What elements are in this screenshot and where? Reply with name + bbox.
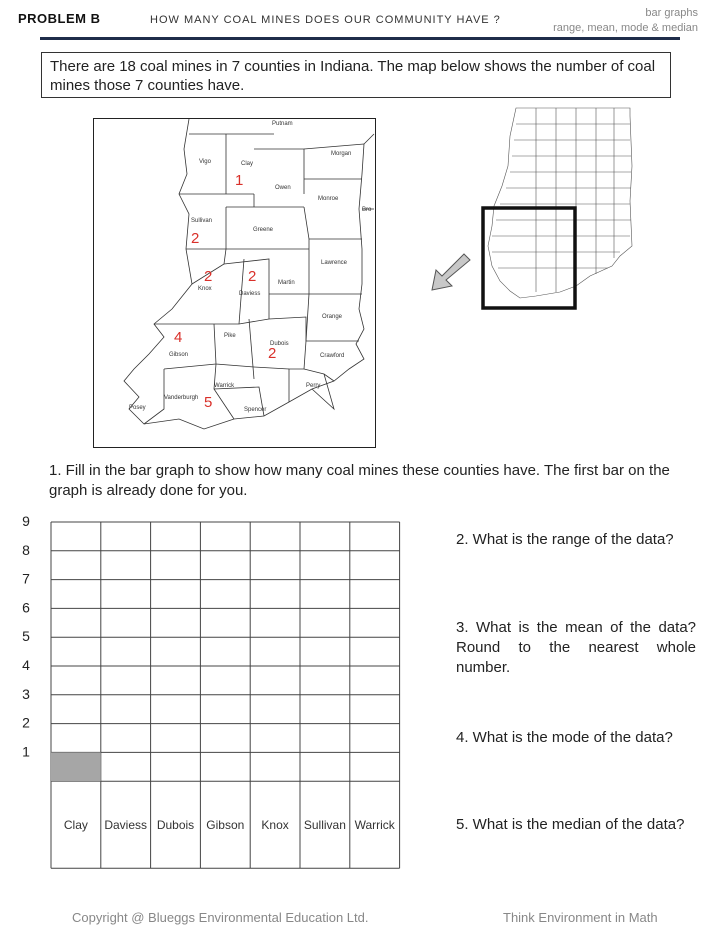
- mine-count-daviess: 2: [248, 268, 257, 285]
- y-tick-label: 3: [22, 685, 30, 702]
- county-label-knox: Knox: [198, 286, 212, 292]
- pointer-arrow-icon: [428, 250, 472, 294]
- header-divider: [40, 37, 680, 40]
- category-label-gibson: Gibson: [206, 818, 245, 833]
- question-2-text: 2. What is the range of the data?: [456, 531, 674, 548]
- category-label-warrick: Warrick: [354, 818, 395, 833]
- problem-label: PROBLEM B: [18, 11, 101, 26]
- y-tick-label: 9: [22, 513, 30, 529]
- mine-count-clay: 1: [235, 172, 244, 189]
- category-label-daviess: Daviess: [104, 818, 148, 833]
- county-label-clay: Clay: [241, 161, 254, 167]
- county-label-monroe: Monroe: [318, 196, 339, 202]
- category-label-sullivan: Sullivan: [303, 818, 346, 833]
- y-tick-label: 5: [22, 628, 30, 645]
- indiana-inset-map: [480, 106, 640, 316]
- county-label-martin: Martin: [278, 280, 295, 286]
- chart-category-labels: [64, 818, 396, 832]
- category-label-knox: Knox: [261, 818, 289, 833]
- coal-mines-bar-graph[interactable]: [0, 510, 440, 880]
- county-label-bro: Bro: [362, 207, 372, 213]
- mine-count-knox: 2: [204, 268, 213, 285]
- category-label-dubois: Dubois: [156, 818, 195, 833]
- county-label-warrick: Warrick: [214, 383, 235, 389]
- county-label-perry: Perry: [306, 383, 321, 389]
- county-map-svg: [94, 119, 375, 447]
- mine-count-dubois: 2: [268, 345, 277, 362]
- chart-y-tick-labels: [22, 513, 30, 759]
- category-label-clay: Clay: [63, 818, 88, 833]
- county-label-putnam: Putnam: [272, 121, 293, 127]
- y-tick-label: 2: [22, 714, 30, 731]
- topic-tag-2: range, mean, mode & median: [553, 22, 698, 34]
- county-label-greene: Greene: [253, 227, 274, 233]
- county-label-pike: Pike: [224, 333, 236, 339]
- county-label-posey: Posey: [129, 405, 146, 411]
- county-label-owen: Owen: [275, 185, 291, 191]
- bar-clay: [51, 752, 101, 781]
- question-3-text: 3. What is the mean of the data? Round to the nearest whole number.: [456, 619, 696, 676]
- question-5-text: 5. What is the median of the data?: [456, 816, 685, 833]
- mine-count-gibson: 4: [174, 329, 183, 346]
- county-label-orange: Orange: [322, 314, 343, 320]
- question-4-text: 4. What is the mode of the data?: [456, 729, 673, 746]
- county-label-lawrence: Lawrence: [321, 260, 348, 266]
- footer-copyright: Copyright @ Blueggs Environmental Education Ltd.: [72, 910, 369, 925]
- question-1-text: 1. Fill in the bar graph to show how many coal mines these counties have. The first bar on the graph is already done for you.: [49, 462, 670, 499]
- y-tick-label: 8: [22, 541, 30, 558]
- y-tick-label: 7: [22, 570, 30, 587]
- chart-grid: [51, 522, 400, 868]
- mine-count-vanderburgh: 5: [204, 394, 213, 411]
- county-label-morgan: Morgan: [331, 151, 352, 157]
- y-tick-label: 6: [22, 599, 30, 616]
- county-label-gibson: Gibson: [169, 352, 189, 358]
- county-label-spencer: Spencer: [244, 407, 267, 413]
- y-tick-label: 1: [22, 743, 30, 760]
- topic-tag-1: bar graphs: [645, 7, 698, 19]
- county-label-sullivan: Sullivan: [191, 218, 213, 224]
- county-label-daviess: Daviess: [239, 291, 261, 297]
- y-tick-label: 4: [22, 657, 30, 673]
- county-label-vanderburgh: Vanderburgh: [164, 395, 199, 401]
- chart-bars: [51, 752, 101, 781]
- county-label-vigo: Vigo: [199, 159, 211, 165]
- county-label-dubois: Dubois: [270, 341, 289, 347]
- footer-slogan: Think Environment in Math: [503, 910, 658, 925]
- mine-count-sullivan: 2: [191, 230, 200, 247]
- county-label-crawford: Crawford: [320, 353, 345, 359]
- intro-text-box: There are 18 coal mines in 7 counties in Indiana. The map below shows the number of coal mines those 7 counties have.: [41, 52, 671, 98]
- worksheet-title: HOW MANY COAL MINES DOES OUR COMMUNITY HAVE ?: [150, 14, 501, 26]
- county-map: [93, 118, 376, 448]
